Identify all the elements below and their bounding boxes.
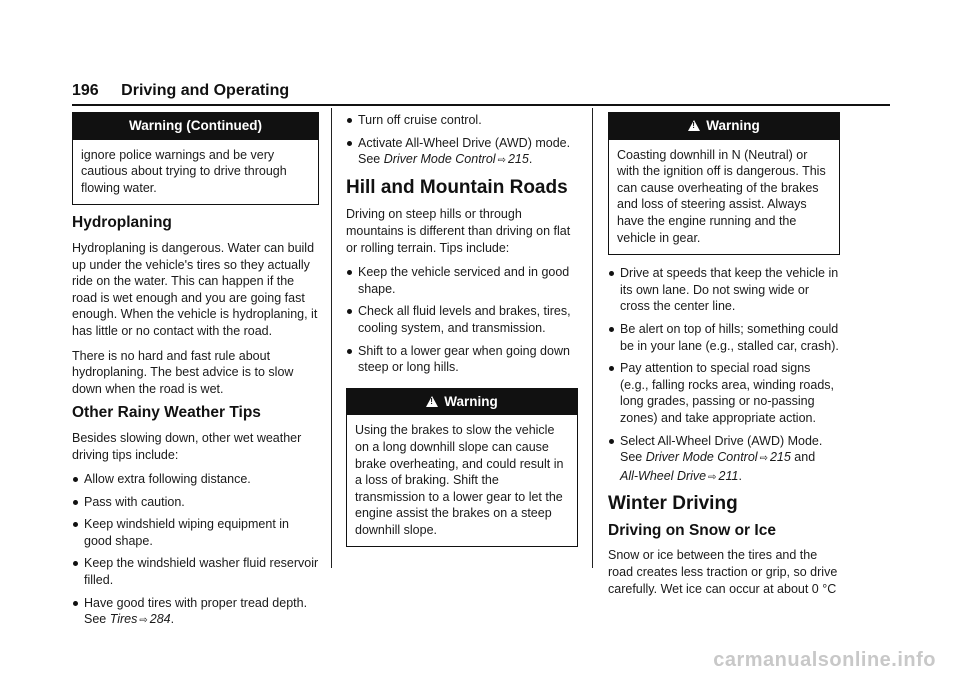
heading-rainy-tips: Other Rainy Weather Tips — [72, 404, 261, 422]
bullet-list — [72, 471, 319, 630]
column-left — [72, 112, 319, 636]
warning-box-continued — [72, 112, 319, 205]
heading-snow-ice: Driving on Snow or Ice — [608, 521, 776, 539]
page-ref-arrow-icon: ⇨ — [759, 453, 768, 465]
paragraph: Driving on steep hills or through mountains is different than driving on flat or rolling terrain. Tips include: — [346, 207, 571, 255]
paragraph: Snow or ice between the tires and the road creates less traction or grip, so drive carefully. Wet ice can occur at about 0 °C — [608, 548, 838, 596]
heading-hill-mountain: Hill and Mountain Roads — [346, 176, 568, 198]
list-item: Select All-Wheel Drive (AWD) Mode. See Driver Mode Control ⇨ 215 and All-Wheel Drive ⇨ 211. — [608, 433, 840, 487]
cross-reference-link[interactable]: Driver Mode Control ⇨ 215 — [645, 450, 791, 465]
column-right — [608, 112, 840, 605]
bullet-list — [346, 112, 578, 170]
page-ref-arrow-icon: ⇨ — [139, 615, 148, 627]
paragraph: There is no hard and fast rule about hydroplaning. The best advice is to slow down when the road is wet. — [72, 348, 294, 396]
warning-triangle-icon — [426, 396, 438, 407]
list-item: Pay attention to special road signs (e.g., falling rocks area, winding roads, long grades, passing or no-passing zones) and take appropriate action. — [608, 360, 840, 426]
list-item: Keep the vehicle serviced and in good shape. — [346, 264, 578, 297]
list-item: Drive at speeds that keep the vehicle in its own lane. Do not swing wide or cross the center line. — [608, 265, 840, 315]
warning-triangle-icon — [688, 120, 700, 131]
page-header — [72, 82, 289, 100]
heading-hydroplaning: Hydroplaning — [72, 214, 172, 232]
warning-box — [346, 388, 578, 548]
heading-winter-driving: Winter Driving — [608, 493, 738, 515]
list-item: Check all fluid levels and brakes, tires, cooling system, and transmission. — [346, 303, 578, 336]
column-divider — [592, 108, 593, 568]
column-divider — [331, 108, 332, 568]
warning-text: Coasting downhill in N (Neutral) or with the ignition off is dangerous. This can cause overheating of the brakes and loss of steering assist. Always have the engine running and the vehicle in gear. — [617, 147, 826, 245]
paragraph: Hydroplaning is dangerous. Water can build up under the vehicle's tires so they actually ride on the water. This can happen if the road is wet enough and you are going fast enough. When the vehicle is hydroplaning, it has little or no contact with the road. — [72, 240, 318, 338]
page-ref-arrow-icon: ⇨ — [708, 471, 717, 483]
bullet-list — [346, 264, 578, 376]
list-item: Keep the windshield washer fluid reservoir filled. — [72, 555, 319, 588]
section-title: Driving and Operating — [121, 82, 290, 99]
warning-text: ignore police warnings and be very cautious about trying to drive through flowing water. — [81, 147, 287, 195]
warning-heading: Warning — [444, 393, 498, 409]
watermark: carmanualsonline.info — [713, 649, 936, 671]
list-item: Turn off cruise control. — [346, 112, 578, 129]
cross-reference-link[interactable]: All-Wheel Drive ⇨ 211 — [620, 468, 739, 483]
list-item: Have good tires with proper tread depth. See Tires ⇨ 284. — [72, 595, 319, 630]
list-item: Keep windshield wiping equipment in good shape. — [72, 516, 319, 549]
warning-heading: Warning — [706, 118, 760, 133]
cross-reference-link[interactable]: Driver Mode Control ⇨ 215 — [383, 152, 529, 167]
warning-text: Using the brakes to slow the vehicle on a long downhill slope can cause brake overheating, and could result in a loss of braking. Shift the transmission to a lower gear to let the engine assist the brakes on a steep downhill slope. — [355, 423, 564, 537]
page-number: 196 — [72, 82, 99, 99]
warning-heading: Warning (Continued) — [73, 113, 318, 140]
paragraph: Besides slowing down, other wet weather driving tips include: — [72, 430, 302, 462]
bullet-list — [608, 265, 840, 486]
page-ref-arrow-icon: ⇨ — [497, 155, 506, 167]
list-item: Be alert on top of hills; something could be in your lane (e.g., stalled car, crash). — [608, 321, 840, 354]
warning-box — [608, 112, 840, 255]
list-item: Activate All-Wheel Drive (AWD) mode. See Driver Mode Control ⇨ 215. — [346, 135, 578, 170]
list-item: Shift to a lower gear when going down steep or long hills. — [346, 343, 578, 376]
cross-reference-link[interactable]: Tires ⇨ 284 — [109, 612, 171, 627]
header-rule — [72, 104, 890, 106]
list-item: Allow extra following distance. — [72, 471, 319, 488]
list-item: Pass with caution. — [72, 494, 319, 511]
column-middle — [346, 112, 578, 557]
